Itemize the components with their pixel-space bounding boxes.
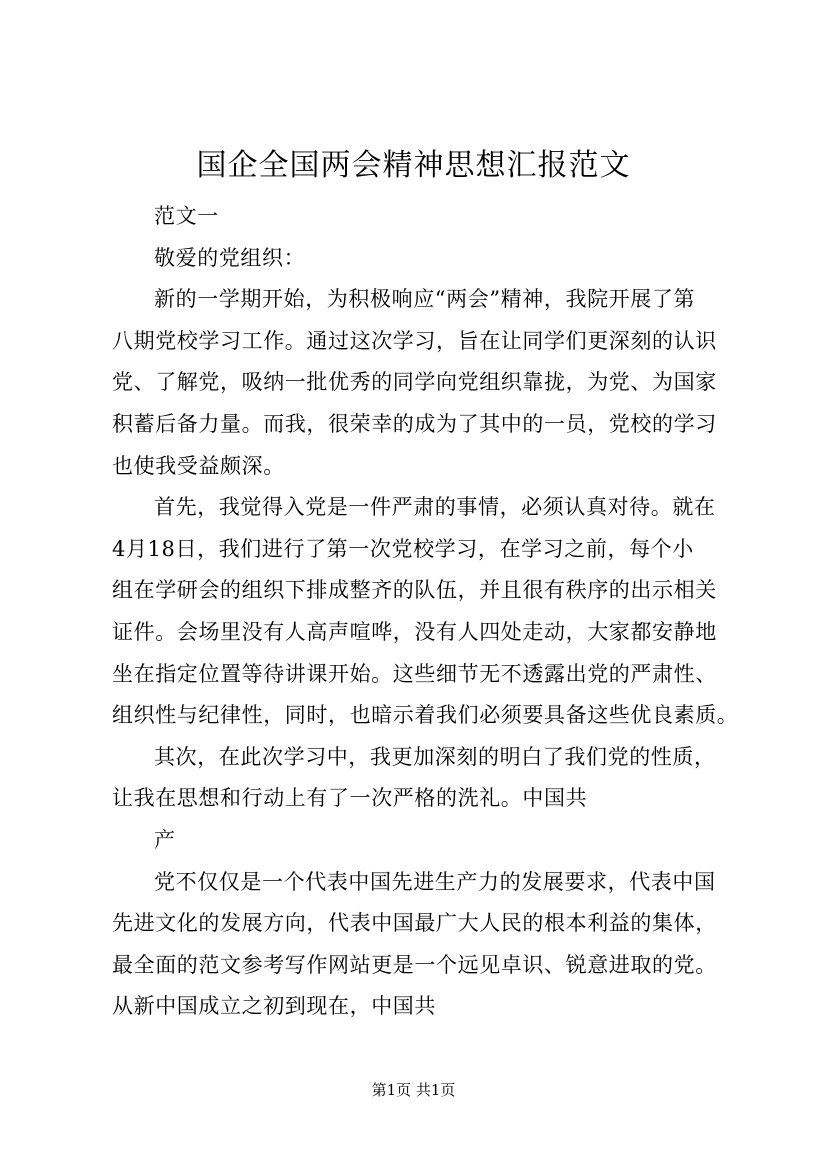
- paragraph-line: 也使我受益颇深。: [112, 453, 285, 478]
- paragraph-line: 八期党校学习工作。通过这次学习，旨在让同学们更深刻的认识: [112, 328, 717, 353]
- paragraph-line: 组在学研会的组织下排成整齐的队伍，并且很有秩序的出示相关: [112, 578, 717, 603]
- document-body: [112, 196, 752, 1028]
- paragraph-line: 从新中国成立之初到现在，中国共: [112, 994, 436, 1019]
- paragraph-line: 让我在思想和行动上有了一次严格的洗礼。中国共: [112, 786, 588, 811]
- paragraph-line: 其次，在此次学习中，我更加深刻的明白了我们党的性质，: [154, 744, 716, 769]
- page-footer: 第1页 共1页: [371, 1081, 456, 1099]
- paragraph-line: 新的一学期开始，为积极响应“两会”精神，我院开展了第: [154, 287, 696, 312]
- paragraph-line: 4月18日，我们进行了第一次党校学习，在学习之前，每个小: [112, 536, 694, 561]
- paragraph-line: 党不仅仅是一个代表中国先进生产力的发展要求，代表中国: [154, 869, 716, 894]
- paragraph-line: 坐在指定位置等待讲课开始。这些细节无不透露出党的严肃性、: [112, 661, 717, 686]
- salutation: 敬爱的党组织：: [154, 245, 306, 270]
- paragraph-line: 证件。会场里没有人高声喧哗，没有人四处走动，大家都安静地: [112, 619, 717, 644]
- paragraph-line: 积蓄后备力量。而我，很荣幸的成为了其中的一员，党校的学习: [112, 411, 717, 436]
- paragraph-line: 先进文化的发展方向，代表中国最广大人民的根本利益的集体，: [112, 911, 717, 936]
- document-title: 国企全国两会精神思想汇报范文: [196, 148, 631, 183]
- paragraph-line: 首先，我觉得入党是一件严肃的事情，必须认真对待。就在: [154, 495, 716, 520]
- paragraph-line: 最全面的范文参考写作网站更是一个远见卓识、锐意进取的党。: [112, 952, 717, 977]
- paragraph-line: 产: [154, 827, 176, 852]
- paragraph-line: 党、了解党，吸纳一批优秀的同学向党组织靠拢，为党、为国家: [112, 370, 717, 395]
- paragraph-line: 组织性与纪律性，同时，也暗示着我们必须要具备这些优良素质。: [112, 703, 739, 728]
- salutation-heading: 范文一: [154, 204, 219, 228]
